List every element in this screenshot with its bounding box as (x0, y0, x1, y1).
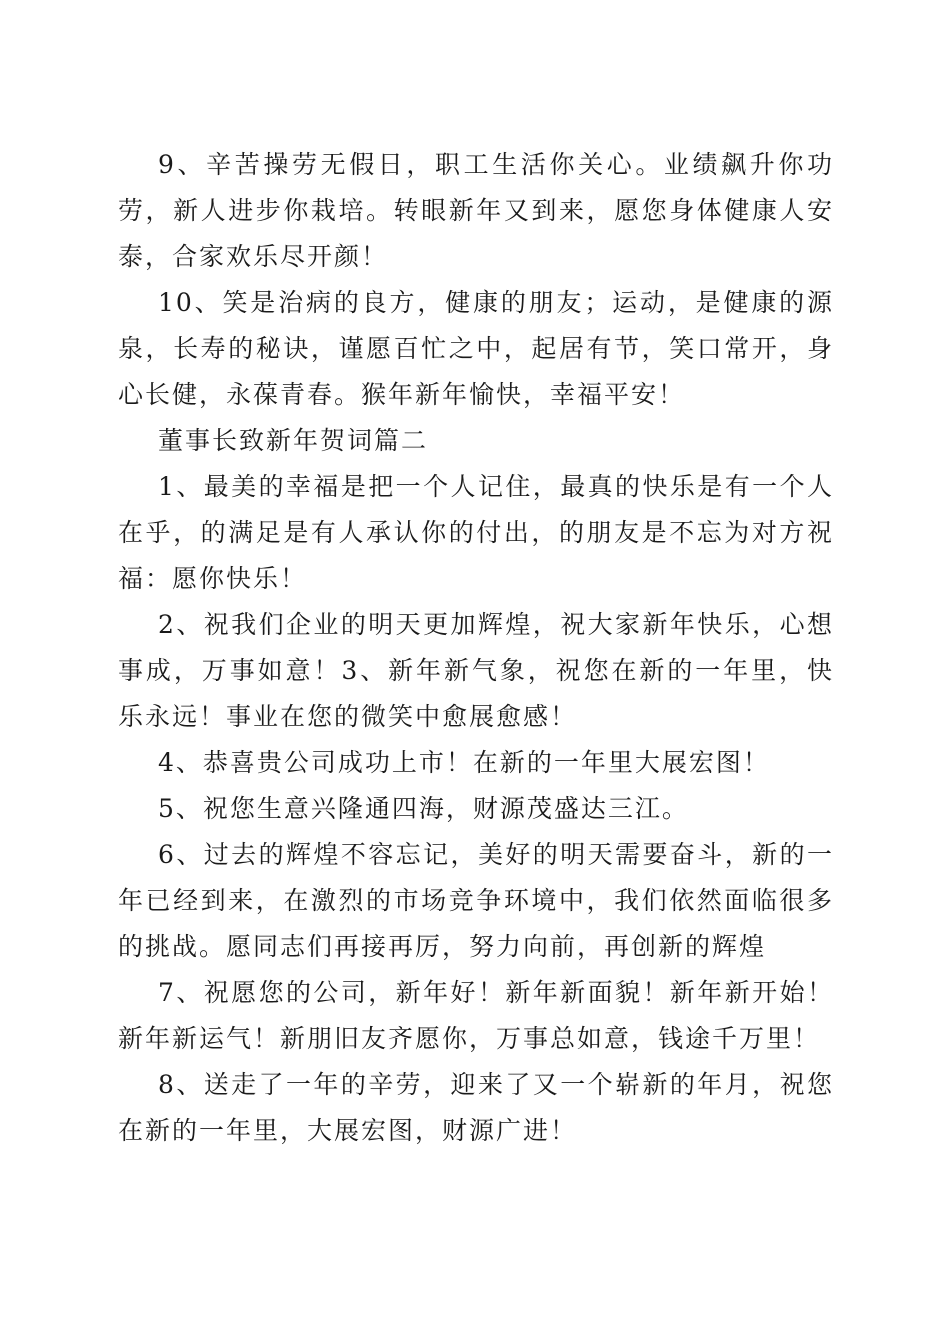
paragraph-item-9: 9、辛苦操劳无假日，职工生活你关心。业绩飙升你功劳，新人进步你栽培。转眼新年又到来，愿您身体健康人安泰，合家欢乐尽开颜！ (118, 150, 834, 271)
paragraph-item-10: 10、笑是治病的良方，健康的朋友；运动，是健康的源泉，长寿的秘诀，谨愿百忙之中，起居有节，笑口常开，身心长健，永葆青春。猴年新年愉快，幸福平安！ (118, 288, 834, 409)
section-heading: 董事长致新年贺词篇二 (158, 426, 429, 455)
paragraph-item-8: 8、送走了一年的辛劳，迎来了又一个崭新的年月，祝您在新的一年里，大展宏图，财源广进！ (118, 1070, 834, 1145)
paragraph-item-2: 2、祝我们企业的明天更加辉煌，祝大家新年快乐，心想事成，万事如意！3、新年新气象，祝您在新的一年里，快乐永远！事业在您的微笑中愈展愈感！ (118, 610, 834, 731)
paragraph-item-4: 4、恭喜贵公司成功上市！在新的一年里大展宏图！ (158, 748, 770, 777)
paragraph-item-7: 7、祝愿您的公司，新年好！新年新面貌！新年新开始！新年新运气！新朋旧友齐愿你，万事总如意，钱途千万里！ (118, 978, 834, 1053)
paragraph-item-6: 6、过去的辉煌不容忘记，美好的明天需要奋斗，新的一年已经到来，在激烈的市场竞争环境中，我们依然面临很多的挑战。愿同志们再接再厉，努力向前，再创新的辉煌 (118, 840, 834, 961)
paragraph-item-1: 1、最美的幸福是把一个人记住，最真的快乐是有一个人在乎，的满足是有人承认你的付出，的朋友是不忘为对方祝福：愿你快乐！ (118, 472, 834, 593)
document-body (118, 142, 834, 1154)
paragraph-item-5: 5、祝您生意兴隆通四海，财源茂盛达三江。 (158, 794, 689, 823)
